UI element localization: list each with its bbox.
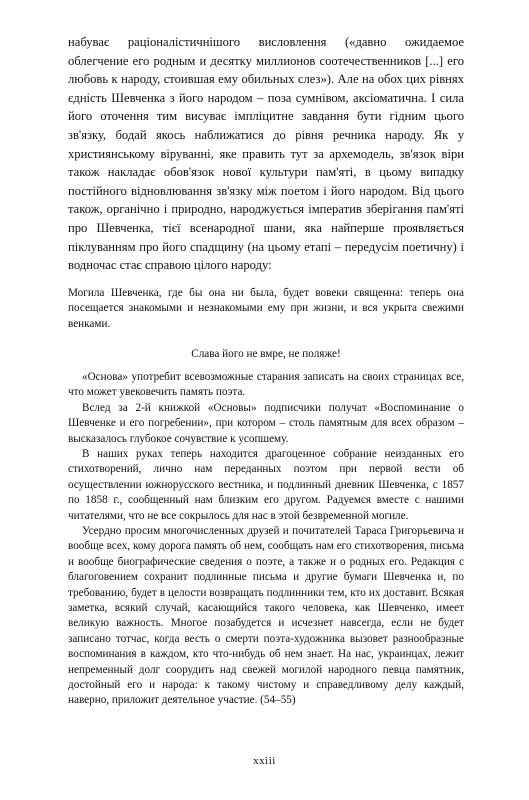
cited-paragraph: В наших руках теперь находится драгоценное собрание неизданных его стихотворений, лично нам переданных поэтом при первой вести об осуществлении южнорусского вестника, и подлинный дневник Шевченка, с 1857 по 1858 г., сообщенный нам близким его другом. Радуемся вместе с нашими читателями, что не все сокрылось для нас в этой безвременной могиле. [68, 447, 464, 522]
cited-announcement [68, 370, 464, 709]
epigraph: Слава його не вмре, не поляже! [191, 347, 341, 360]
cited-paragraph: «Основа» употребит всевозможные старания записать на своих страницах все, что может увековечить память поэта. [68, 370, 464, 399]
cited-paragraph: Усердно просим многочисленных друзей и почитателей Тараса Григорьевича и вообще всех, кому дорога память об нем, сообщать нам его стихотворения, письма и вообще биографические сведения о поэте, а также и о родных его. Редакция с благоговением сохранит подлинные письма и другие бумаги Шевченка и, по требованию, будет в целости возвращать подлинники тем, кто их доставит. Всякая заметка, всякий случай, касающийся такого человека, как Шевченко, имеет великую важность. Многое позабудется и исчезнет навсегда, если не будет записано тотчас, когда весть о смерти поэта-художника вызовет разнообразные воспоминания в каждом, кто что-нибудь об нем знает. На нас, украинцах, лежит непременный долг соорудить над свежей могилой народного певца памятник, достойный его и народа: к такому чистому и справедливому делу каждый, наверно, приложит деятельное участие. (54–55) [68, 525, 464, 707]
main-paragraph: набуває раціоналістичнішого висловлення («давно ожидаемое облегчение его родным и десятку миллионов соотечественников [...] его любовь к народу, стоившая ему обильных слез»). Але на обох цих рівнях єдність Шевченка з його народом – поза сумнівом, аксіоматична. І сила його оточення тим висуває імпліцитне завдання бути гідним цього зв'язку, бодай якось наближатися до рівня речника народу. Як у християнському віруванні, яке править тут за архемодель, зв'язок віри також накладає обов'язок нової культури пам'яті, в цьому випадку постійного відновлювання зв'язку між поетом і його народом. Від цього також, органічно і природно, народжується імператив зберігання пам'яті про Шевченка, тієї всенародної шани, яка найперше проявляється піклуванням про його спадщину (на цьому етапі – передусім поетичну) і водночас стає справою цілого народу: [68, 35, 464, 273]
cited-paragraph: Вслед за 2-й книжкой «Основы» подписчики получат «Воспоминание о Шевченке и его погребении», при котором – столь памятным для всех образом – высказалось глубокое сочувствие к усопшему. [68, 401, 464, 445]
main-text [68, 33, 464, 275]
page-body [68, 33, 464, 709]
block-quote: Могила Шевченка, где бы она ни была, будет вовеки священна: теперь она посещается знакомыми и незнакомыми ему при жизни, и вся укрыта свежими венками. [68, 286, 464, 330]
page-number: xxiii [253, 755, 276, 767]
